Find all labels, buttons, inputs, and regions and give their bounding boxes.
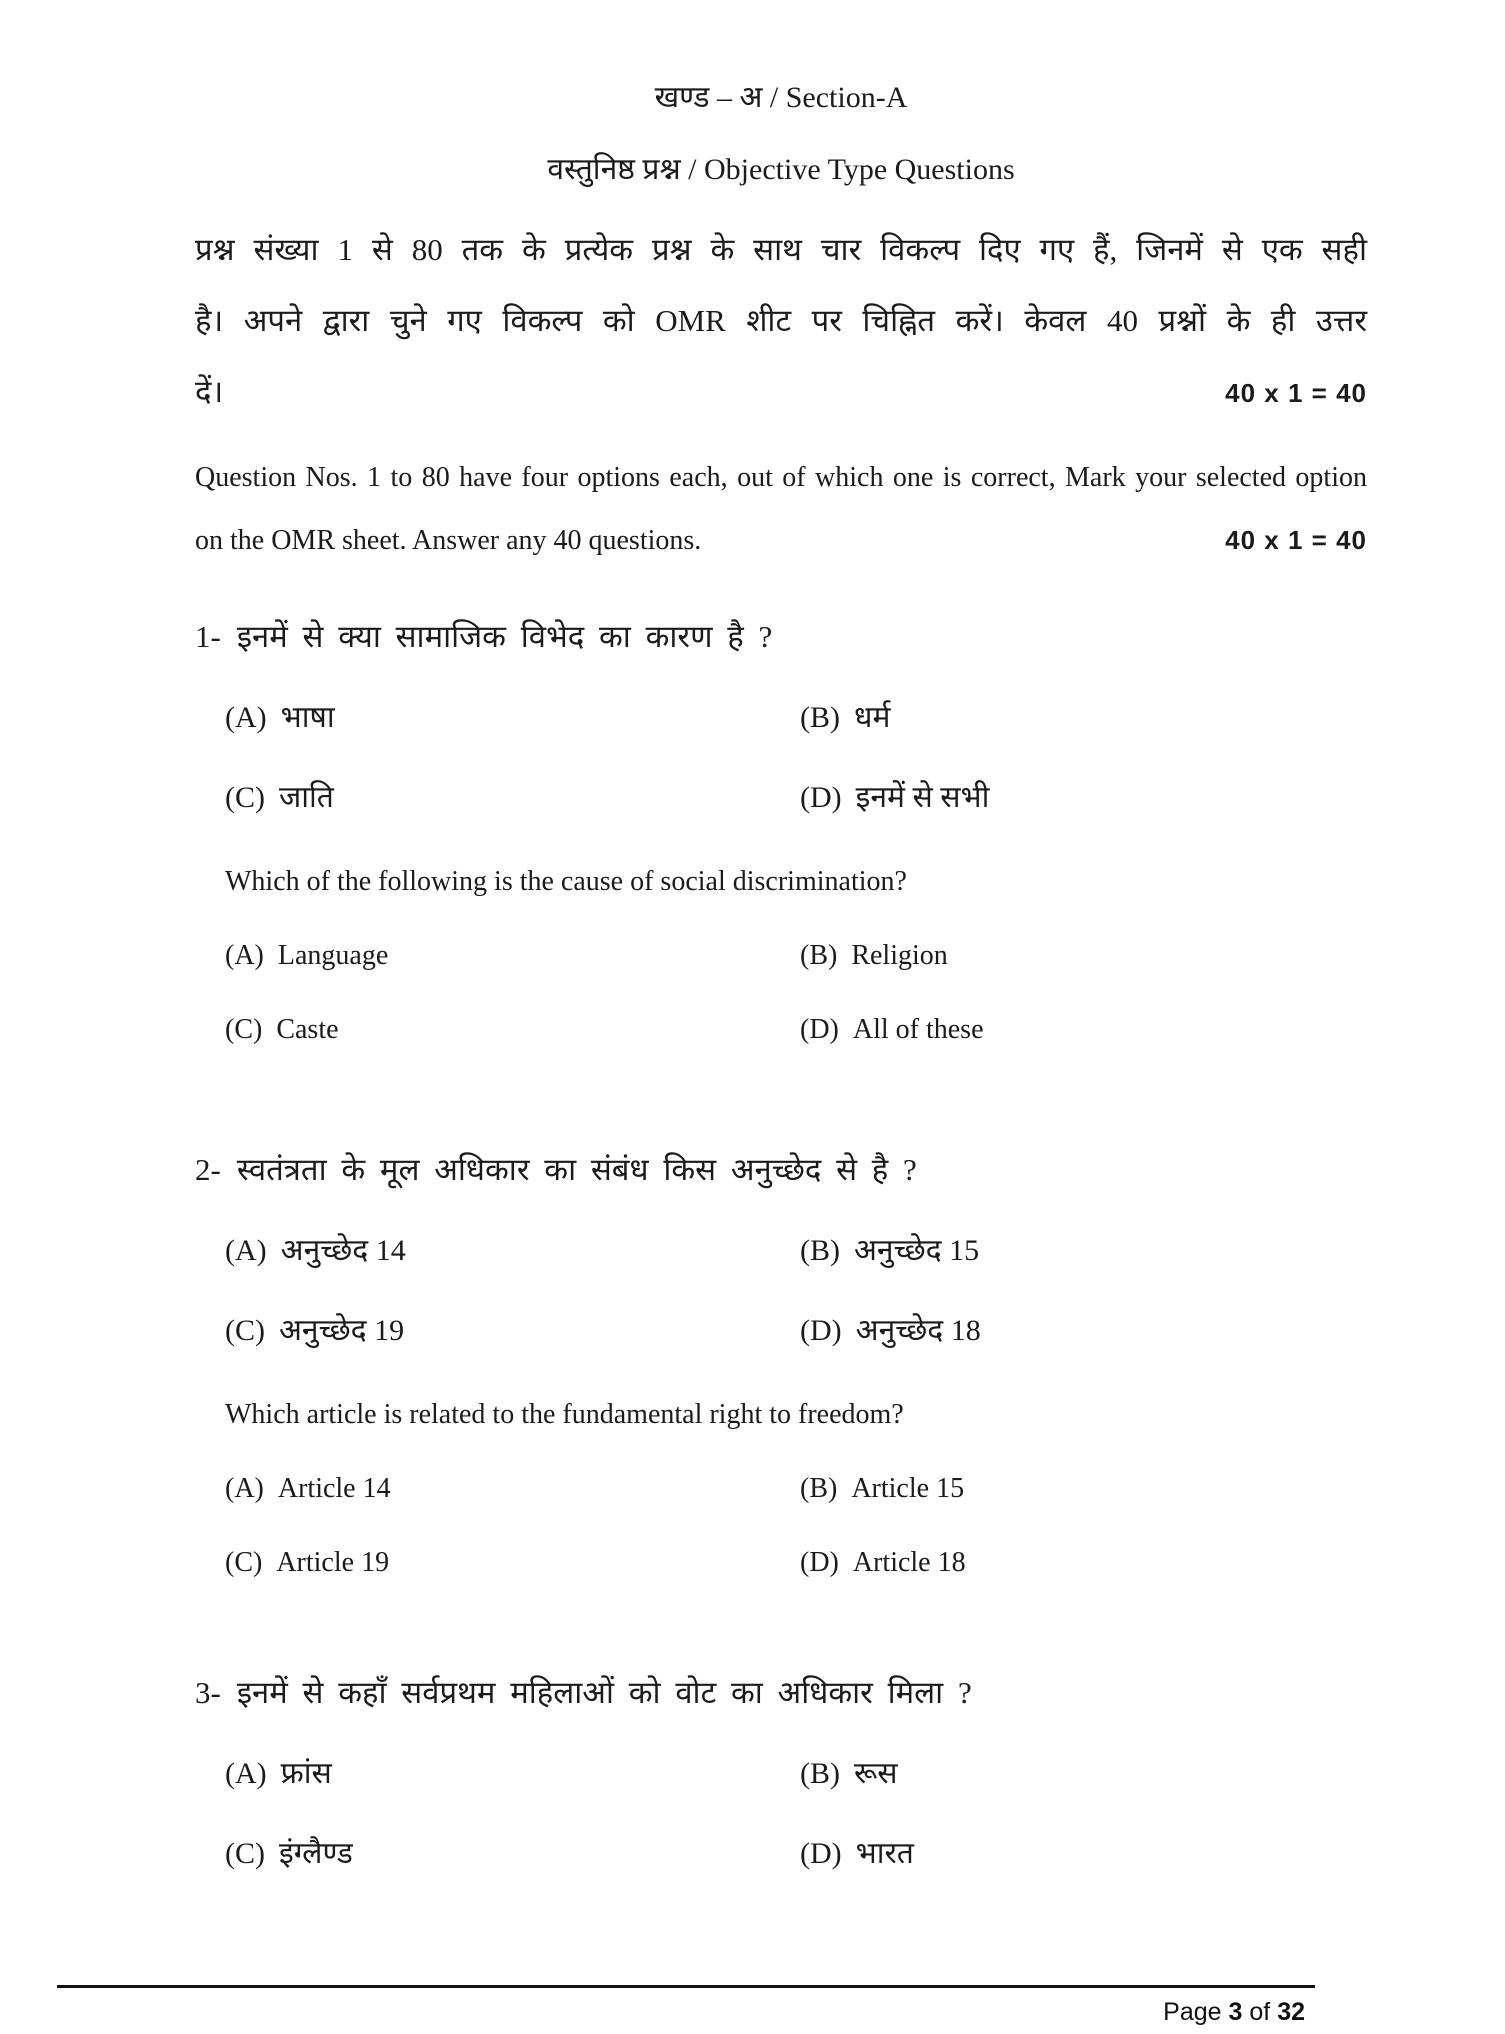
option-label: (A) <box>225 940 264 971</box>
option-d-english <box>800 1541 1367 1585</box>
option-d-hindi <box>800 1309 1367 1353</box>
option-text: Caste <box>276 1014 339 1045</box>
option-label: (C) <box>225 1014 263 1045</box>
option-c-hindi <box>225 1832 800 1876</box>
section-heading: खण्ड – अ / Section-A <box>654 81 908 114</box>
option-text: Article 19 <box>276 1547 390 1578</box>
option-label: (B) <box>800 1473 838 1504</box>
question-text-hindi: इनमें से क्या सामाजिक विभेद का कारण है ? <box>236 619 773 654</box>
question-3-hindi-options-row-1 <box>195 1752 1367 1796</box>
option-text: अनुच्छेद 15 <box>854 1234 980 1267</box>
hindi-instruction-line-1: प्रश्न संख्या 1 से 80 तक के प्रत्येक प्रश्न के साथ चार विकल्प दिए गए हैं, जिनमें से एक सही <box>195 232 1367 267</box>
option-c-hindi <box>225 776 800 820</box>
question-2-english-options-row-1 <box>195 1467 1367 1511</box>
option-label: (D) <box>800 1547 839 1578</box>
question-2-hindi-options-row-2 <box>195 1309 1367 1353</box>
option-label: (B) <box>800 1757 840 1790</box>
option-a-english <box>225 934 800 978</box>
question-block-3 <box>195 1670 1367 1876</box>
english-instruction-tail: on the OMR sheet. Answer any 40 questions. <box>195 525 702 556</box>
english-instruction-line-2 <box>195 509 1367 572</box>
question-text-english: Which article is related to the fundamental right to freedom? <box>225 1399 904 1430</box>
option-label: (A) <box>225 1234 267 1267</box>
option-text: फ्रांस <box>280 1757 332 1790</box>
section-subtitle: वस्तुनिष्ठ प्रश्न / Objective Type Questions <box>547 153 1015 186</box>
option-b-hindi <box>800 696 1367 740</box>
option-label: (A) <box>225 1473 264 1504</box>
option-d-english <box>800 1008 1367 1052</box>
footer-divider <box>57 1985 1315 1988</box>
question-3-hindi-line <box>195 1670 1367 1716</box>
option-text: Language <box>277 940 389 971</box>
option-b-english <box>800 934 1367 978</box>
question-text-english: Which of the following is the cause of social discrimination? <box>225 866 907 897</box>
option-label: (D) <box>800 1837 842 1870</box>
question-1-english-options-row-2 <box>195 1008 1367 1052</box>
option-label: (B) <box>800 701 840 734</box>
option-c-english <box>225 1541 800 1585</box>
option-text: धर्म <box>854 701 891 734</box>
question-1-hindi-line <box>195 614 1367 660</box>
hindi-instruction-line-2: है। अपने द्वारा चुने गए विकल्प को OMR शीट पर चिह्नित करें। केवल 40 प्रश्नों के ही उत्तर <box>195 303 1367 338</box>
option-text: भारत <box>855 1837 914 1870</box>
option-text: जाति <box>279 781 334 814</box>
option-text: इंग्लैण्ड <box>279 1837 353 1870</box>
option-label: (C) <box>225 1547 263 1578</box>
option-c-hindi <box>225 1309 800 1353</box>
option-text: Religion <box>851 940 948 971</box>
option-label: (D) <box>800 1014 839 1045</box>
footer-total-value: 32 <box>1277 1998 1305 2026</box>
hindi-instructions <box>195 214 1367 429</box>
option-label: (D) <box>800 1314 842 1347</box>
option-d-hindi <box>800 1832 1367 1876</box>
option-a-english <box>225 1467 800 1511</box>
question-1-hindi-options-row-1 <box>195 696 1367 740</box>
english-instruction-line-1: Question Nos. 1 to 80 have four options each, out of which one is correct, Mark your selected option <box>195 462 1367 493</box>
option-text: अनुच्छेद 18 <box>855 1314 981 1347</box>
question-1-hindi-options-row-2 <box>195 776 1367 820</box>
option-text: Article 18 <box>852 1547 966 1578</box>
question-number: 1- <box>195 619 221 654</box>
option-text: भाषा <box>280 701 335 734</box>
option-a-hindi <box>225 1752 800 1796</box>
footer-of-word: of <box>1249 1998 1271 2026</box>
option-text: अनुच्छेद 14 <box>280 1234 406 1267</box>
question-2-hindi-options-row-1 <box>195 1229 1367 1273</box>
question-block-1 <box>195 614 1367 1052</box>
footer-page-value: 3 <box>1228 1998 1243 2026</box>
hindi-instruction-tail: दें। <box>195 374 224 409</box>
option-label: (C) <box>225 1837 265 1870</box>
option-b-english <box>800 1467 1367 1511</box>
option-a-hindi <box>225 696 800 740</box>
hindi-instruction-line-3 <box>195 356 1367 429</box>
question-text-hindi: स्वतंत्रता के मूल अधिकार का संबंध किस अनुच्छेद से है ? <box>236 1152 917 1187</box>
option-label: (C) <box>225 1314 265 1347</box>
question-number: 2- <box>195 1152 221 1187</box>
option-text: Article 15 <box>851 1473 965 1504</box>
question-number: 3- <box>195 1675 221 1710</box>
option-text: Article 14 <box>277 1473 391 1504</box>
option-d-hindi <box>800 776 1367 820</box>
option-text: All of these <box>852 1014 984 1045</box>
option-text: अनुच्छेद 19 <box>279 1314 405 1347</box>
option-label: (A) <box>225 701 267 734</box>
option-label: (D) <box>800 781 842 814</box>
option-label: (C) <box>225 781 265 814</box>
option-label: (B) <box>800 1234 840 1267</box>
english-instructions <box>195 447 1367 572</box>
option-text: रूस <box>854 1757 898 1790</box>
question-2-hindi-line <box>195 1147 1367 1193</box>
marks-label-english: 40 x 1 = 40 <box>1225 525 1367 555</box>
footer-page-word: Page <box>1163 1998 1222 2026</box>
option-b-hindi <box>800 1229 1367 1273</box>
option-b-hindi <box>800 1752 1367 1796</box>
question-1-english-options-row-1 <box>195 934 1367 978</box>
question-3-hindi-options-row-2 <box>195 1832 1367 1876</box>
option-a-hindi <box>225 1229 800 1273</box>
question-block-2 <box>195 1147 1367 1585</box>
option-label: (B) <box>800 940 838 971</box>
question-text-hindi: इनमें से कहाँ सर्वप्रथम महिलाओं को वोट का अधिकार मिला ? <box>236 1675 972 1710</box>
marks-label-hindi: 40 x 1 = 40 <box>1225 378 1367 408</box>
page-number-footer <box>1163 1998 1305 2027</box>
option-label: (A) <box>225 1757 267 1790</box>
question-2-english-options-row-2 <box>195 1541 1367 1585</box>
option-text: इनमें से सभी <box>855 781 990 814</box>
option-c-english <box>225 1008 800 1052</box>
